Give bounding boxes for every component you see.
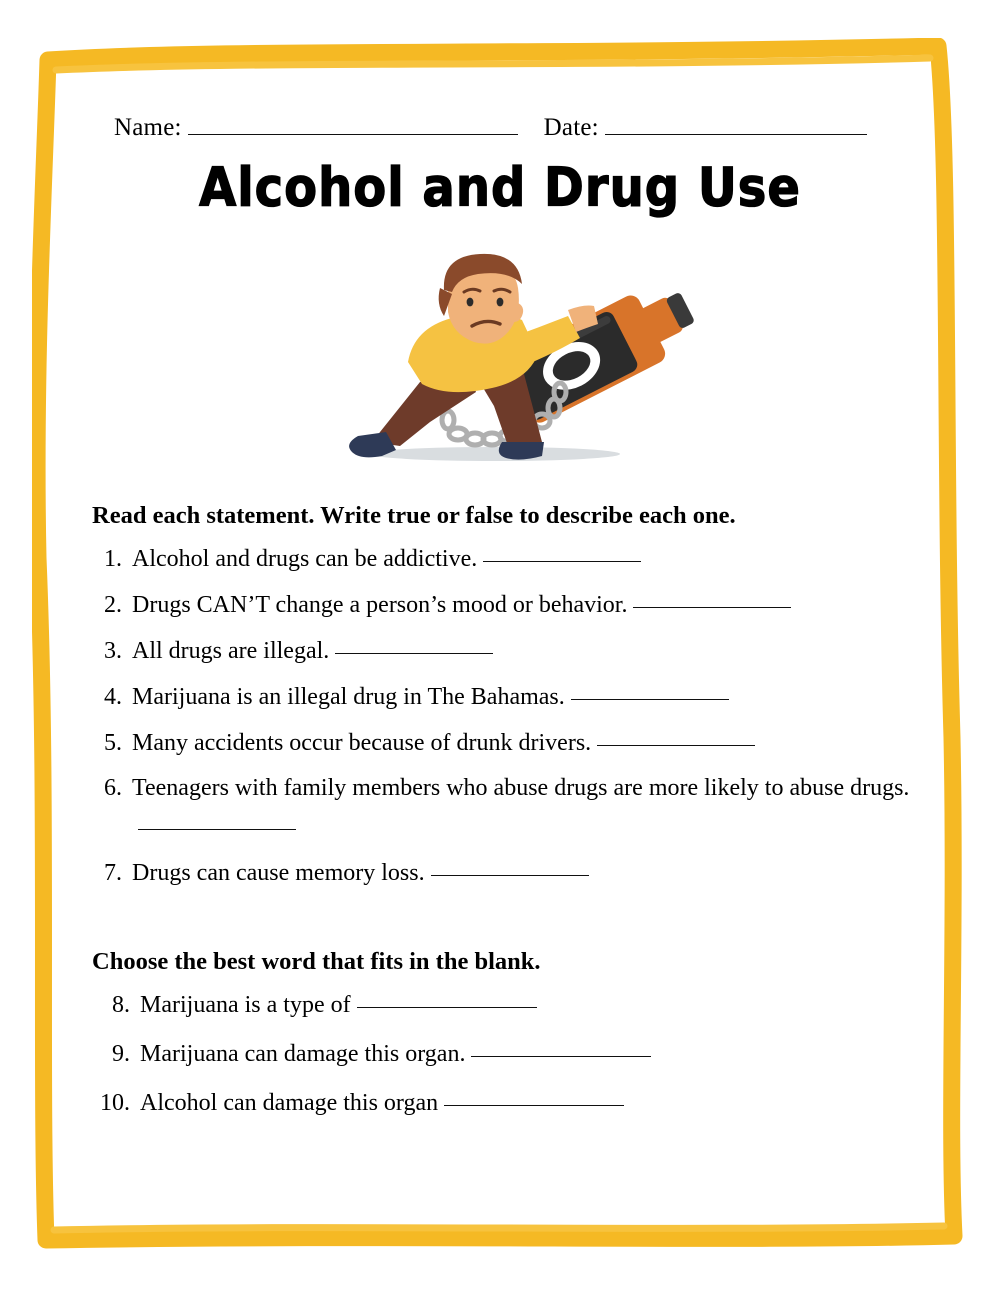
page-title: Alcohol and Drug Use	[199, 156, 801, 219]
item-text: Drugs CAN’T change a person’s mood or behavior.	[132, 591, 628, 618]
list-item	[92, 769, 930, 847]
item-number: 1.	[104, 546, 122, 572]
section-2-list	[70, 986, 930, 1123]
item-number: 6.	[104, 775, 122, 802]
date-label: Date:	[543, 114, 599, 141]
answer-blank[interactable]	[138, 829, 296, 830]
item-text: Marijuana is an illegal drug in The Bahamas.	[132, 683, 565, 710]
name-label: Name:	[114, 114, 182, 141]
item-text: Many accidents occur because of drunk drivers.	[132, 729, 592, 756]
answer-blank[interactable]	[633, 607, 791, 608]
item-number: 4.	[104, 683, 122, 710]
worksheet-content	[70, 80, 930, 1210]
answer-blank[interactable]	[483, 561, 641, 562]
list-item	[96, 986, 930, 1025]
date-input-line[interactable]	[605, 134, 867, 135]
item-number: 9.	[112, 1040, 130, 1067]
section-2-heading: Choose the best word that fits in the blank.	[92, 948, 541, 975]
item-text: Marijuana can damage this organ.	[140, 1040, 466, 1067]
list-item	[96, 1084, 930, 1123]
item-text: Marijuana is a type of	[140, 992, 351, 1018]
item-number: 8.	[112, 992, 130, 1018]
list-item	[92, 540, 930, 579]
section-1-list	[70, 540, 930, 893]
answer-blank[interactable]	[431, 875, 589, 876]
answer-blank[interactable]	[471, 1056, 651, 1057]
name-date-row	[70, 80, 930, 142]
item-text: Teenagers with family members who abuse drugs are more likely to abuse drugs.	[132, 775, 910, 802]
item-text: Alcohol can damage this organ	[140, 1089, 439, 1116]
illustration-man-chained-to-bottle	[70, 246, 930, 476]
item-number: 5.	[104, 729, 122, 756]
item-number: 3.	[104, 637, 122, 664]
answer-blank[interactable]	[357, 1007, 537, 1008]
item-text: All drugs are illegal.	[132, 637, 330, 664]
item-number: 7.	[104, 860, 122, 887]
item-text: Drugs can cause memory loss.	[132, 860, 425, 887]
list-item	[92, 678, 930, 717]
answer-blank[interactable]	[444, 1105, 624, 1106]
list-item	[92, 632, 930, 671]
answer-blank[interactable]	[335, 653, 493, 654]
item-text: Alcohol and drugs can be addictive.	[132, 546, 478, 572]
list-item	[92, 724, 930, 763]
item-number: 2.	[104, 591, 122, 618]
list-item	[92, 854, 930, 893]
section-1-heading: Read each statement. Write true or false to describe each one.	[92, 502, 736, 529]
name-input-line[interactable]	[188, 134, 518, 135]
item-number: 10.	[100, 1089, 130, 1116]
answer-blank[interactable]	[571, 699, 729, 700]
list-item	[96, 1035, 930, 1074]
answer-blank[interactable]	[597, 745, 755, 746]
list-item	[92, 586, 930, 625]
